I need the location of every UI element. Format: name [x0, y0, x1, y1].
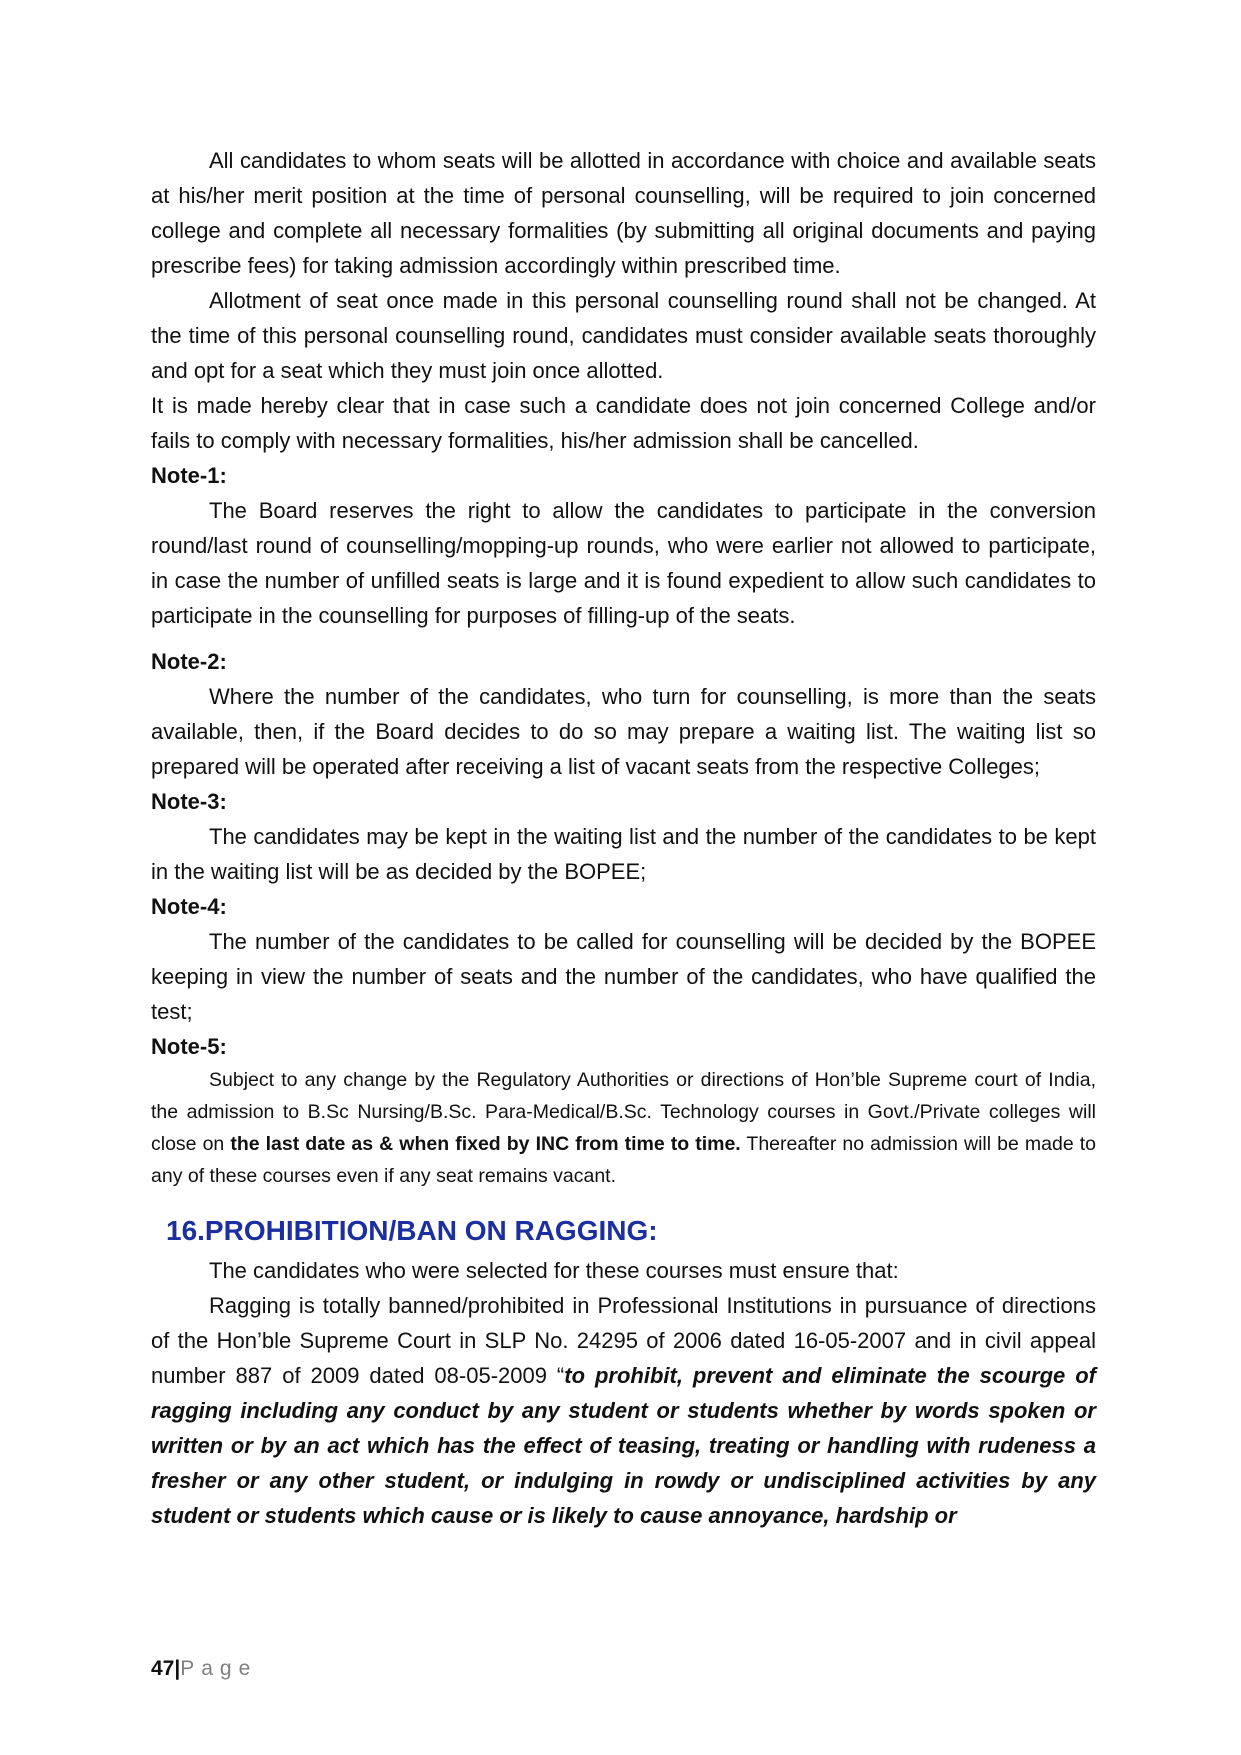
footer-separator: |	[174, 1657, 181, 1680]
section-body	[151, 1288, 1096, 1533]
note-5-text-start: Subject to any change by the Regulatory Authorities or directions of Hon’ble Supreme court of India, the admission to B.Sc Nursing/B.Sc. Para-Medical/B.Sc. Technology courses in Govt./Private colleges will close on	[151, 1069, 1096, 1155]
paragraph-seat-allotment: All candidates to whom seats will be allotted in accordance with choice and available seats at his/her merit position at the time of personal counselling, will be required to join concerned college and complete all necessary formalities (by submitting all original documents and paying prescribe fees) for taking admission accordingly within prescribed time.	[151, 148, 1096, 278]
note-5-text-bold: the last date as & when fixed by INC from time to time.	[230, 1133, 741, 1155]
page-label: Page	[180, 1657, 258, 1680]
section-heading-ragging: 16.PROHIBITION/BAN ON RAGGING:	[166, 1215, 658, 1246]
page-number: 47	[151, 1657, 175, 1680]
note-4-text: The number of the candidates to be called for counselling will be decided by the BOPEE keeping in view the number of seats and the number of the candidates, who have qualified the test;	[151, 929, 1096, 1024]
note-2-text: Where the number of the candidates, who turn for counselling, is more than the seats available, then, if the Board decides to do so may prepare a waiting list. The waiting list so prepared will be operated after receiving a list of vacant seats from the respective Colleges;	[151, 684, 1096, 779]
note-3-text: The candidates may be kept in the waiting list and the number of the candidates to be kept in the waiting list will be as decided by the BOPEE;	[151, 824, 1096, 884]
paragraph-cancellation: It is made hereby clear that in case such a candidate does not join concerned College and/or fails to comply with necessary formalities, his/her admission shall be cancelled.	[151, 393, 1096, 453]
spacer	[151, 633, 1096, 644]
page-footer	[151, 1655, 257, 1683]
document-page	[151, 143, 1096, 1533]
note-1-heading: Note-1:	[151, 463, 227, 488]
note-5-text-end: Thereafter no admission will be made to any of these courses even if any seat remains vacant.	[151, 1133, 1096, 1187]
note-2-heading: Note-2:	[151, 649, 227, 674]
note-5-text	[151, 1064, 1096, 1192]
section-body-plain: Ragging is totally banned/prohibited in Professional Institutions in pursuance of directions of the Hon’ble Supreme Court in SLP No. 24295 of 2006 dated 16-05-2007 and in civil appeal number 887 of 2009 dated 08-05-2009 “	[151, 1293, 1096, 1388]
note-4-heading: Note-4:	[151, 894, 227, 919]
section-body-emphasis: to prohibit, prevent and eliminate the scourge of ragging including any conduct by any student or students whether by words spoken or written or by an act which has the effect of teasing, treating or handling with rudeness a fresher or any other student, or indulging in rowdy or undisciplined activities by any student or students which cause or is likely to cause annoyance, hardship or	[151, 1363, 1096, 1528]
note-1-text: The Board reserves the right to allow the candidates to participate in the conversion round/last round of counselling/mopping-up rounds, who were earlier not allowed to participate, in case the number of unfilled seats is large and it is found expedient to allow such candidates to participate in the counselling for purposes of filling-up of the seats.	[151, 498, 1096, 628]
note-3-heading: Note-3:	[151, 789, 227, 814]
section-intro: The candidates who were selected for these courses must ensure that:	[209, 1258, 899, 1283]
note-5-heading: Note-5:	[151, 1034, 227, 1059]
paragraph-allotment-final: Allotment of seat once made in this personal counselling round shall not be changed. At the time of this personal counselling round, candidates must consider available seats thoroughly and opt for a seat which they must join once allotted.	[151, 288, 1096, 383]
